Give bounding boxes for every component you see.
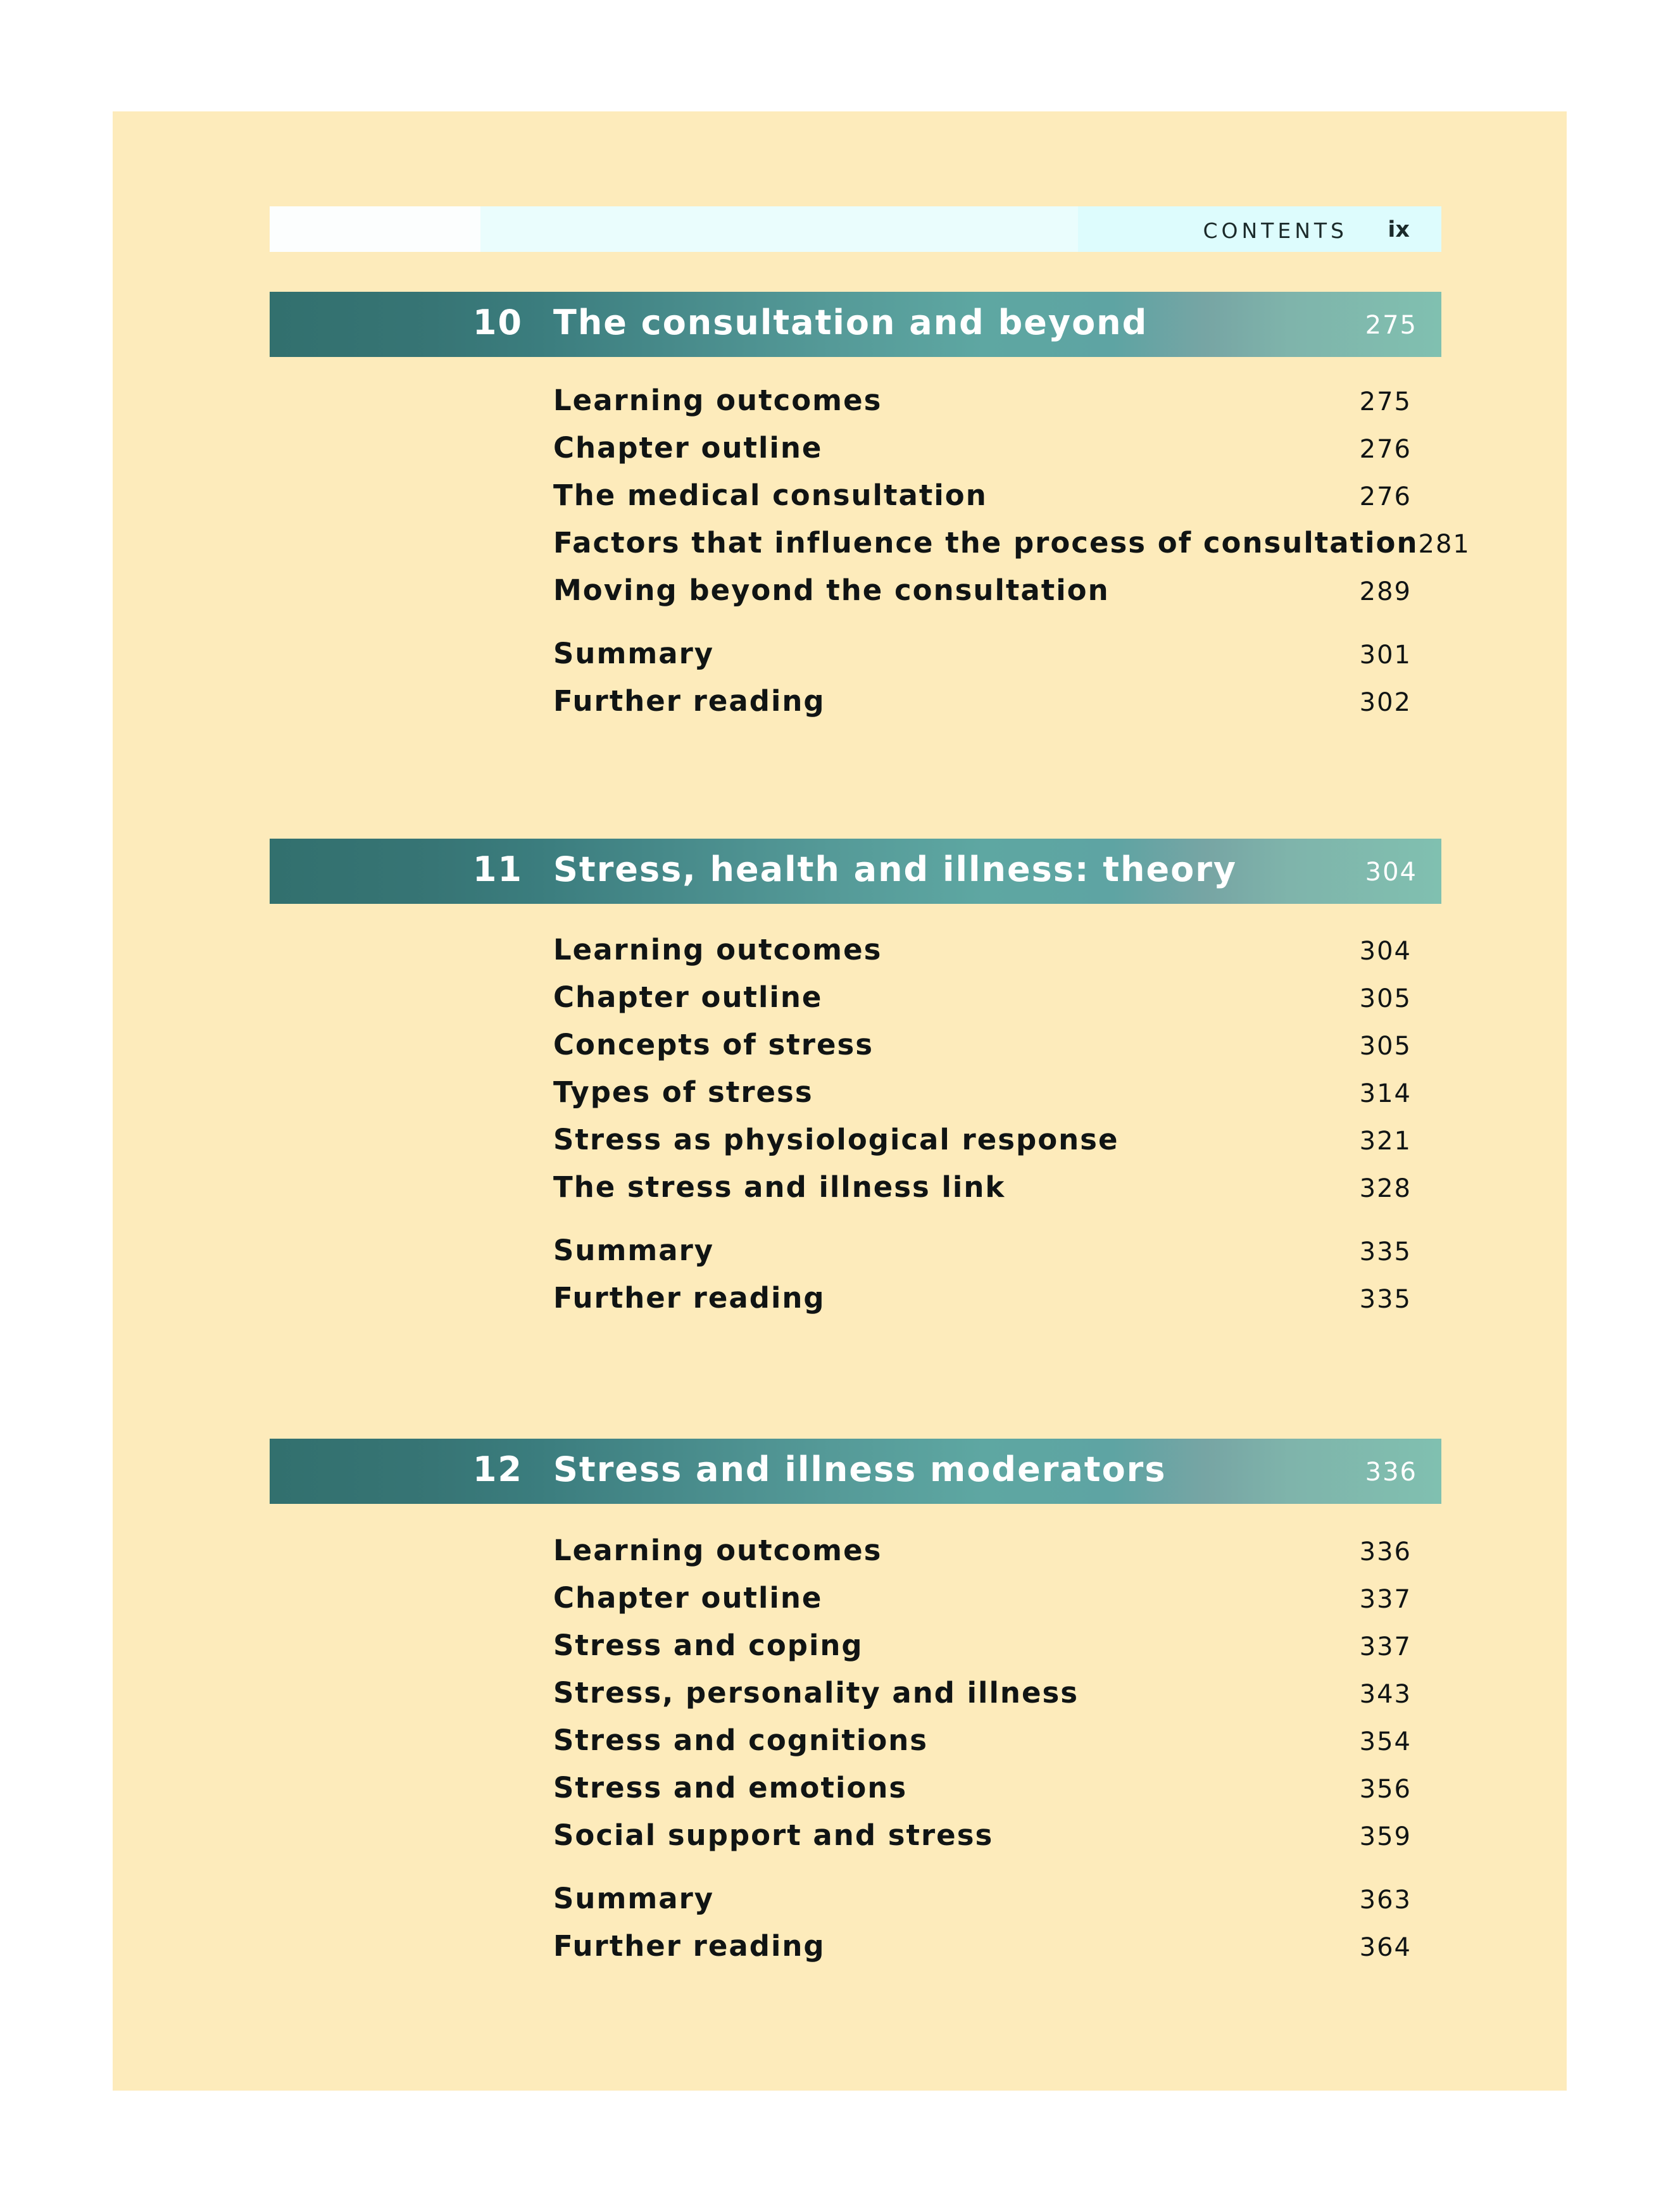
chapter-number: 12 xyxy=(472,1449,523,1489)
toc-entry[interactable] xyxy=(553,431,1412,479)
page-number: ix xyxy=(1388,217,1410,242)
toc-entry-page: 276 xyxy=(1359,435,1412,464)
toc-entry-label: Chapter outline xyxy=(553,1581,823,1615)
toc-entry[interactable] xyxy=(553,1676,1412,1723)
toc-entry[interactable] xyxy=(553,684,1412,732)
toc-entry-label: Stress as physiological response xyxy=(553,1123,1119,1156)
chapter-heading[interactable] xyxy=(270,292,1441,357)
chapter-entries xyxy=(553,933,1412,1329)
toc-entry-page: 275 xyxy=(1359,387,1412,416)
toc-entry-page: 314 xyxy=(1359,1079,1412,1108)
toc-entry-label: Stress, personality and illness xyxy=(553,1676,1079,1710)
toc-entry[interactable] xyxy=(553,1281,1412,1329)
toc-entry-label: Summary xyxy=(553,637,715,670)
toc-entry-label: Social support and stress xyxy=(553,1818,994,1852)
toc-entry[interactable] xyxy=(553,384,1412,431)
toc-entry-page: 281 xyxy=(1418,530,1470,559)
toc-entry-label: Factors that influence the process of consultation xyxy=(553,526,1419,560)
toc-entry-page: 321 xyxy=(1359,1127,1412,1156)
toc-entry[interactable] xyxy=(553,1818,1412,1866)
toc-entry-page: 328 xyxy=(1359,1174,1412,1203)
toc-entry-label: Learning outcomes xyxy=(553,933,882,967)
toc-entry[interactable] xyxy=(553,933,1412,980)
toc-entry[interactable] xyxy=(553,1234,1412,1281)
toc-entry-page: 276 xyxy=(1359,482,1412,511)
toc-entry[interactable] xyxy=(553,479,1412,526)
chapter-page: 275 xyxy=(1365,311,1417,340)
toc-entry-label: Learning outcomes xyxy=(553,1534,882,1567)
chapter-entries xyxy=(553,1534,1412,1977)
toc-entry[interactable] xyxy=(553,526,1470,573)
toc-entry-page: 304 xyxy=(1359,937,1412,966)
toc-entry-label: The medical consultation xyxy=(553,479,987,512)
toc-entry[interactable] xyxy=(553,1123,1412,1170)
toc-entry-label: Further reading xyxy=(553,1929,825,1963)
running-header xyxy=(270,206,1441,252)
toc-entry[interactable] xyxy=(553,980,1412,1028)
toc-entry-label: Summary xyxy=(553,1882,715,1915)
toc-entry-label: Stress and coping xyxy=(553,1629,863,1662)
toc-entry-label: Moving beyond the consultation xyxy=(553,573,1110,607)
toc-entry-label: Types of stress xyxy=(553,1075,813,1109)
toc-entry-label: Summary xyxy=(553,1234,715,1267)
toc-entry[interactable] xyxy=(553,1581,1412,1629)
chapter-entries xyxy=(553,384,1470,732)
toc-entry-label: Learning outcomes xyxy=(553,384,882,417)
chapter-page: 336 xyxy=(1365,1458,1417,1487)
toc-entry[interactable] xyxy=(553,1534,1412,1581)
toc-entry-page: 356 xyxy=(1359,1775,1412,1804)
chapter-number: 11 xyxy=(472,849,523,889)
toc-entry[interactable] xyxy=(553,1629,1412,1676)
chapter-title: Stress and illness moderators xyxy=(553,1449,1167,1489)
toc-entry[interactable] xyxy=(553,1771,1412,1818)
chapter-heading[interactable] xyxy=(270,839,1441,904)
toc-entry[interactable] xyxy=(553,1028,1412,1075)
chapter-title: The consultation and beyond xyxy=(553,303,1148,342)
chapter-number: 10 xyxy=(472,303,523,342)
toc-entry-page: 343 xyxy=(1359,1680,1412,1709)
toc-entry-page: 302 xyxy=(1359,688,1412,717)
toc-entry[interactable] xyxy=(553,1723,1412,1771)
toc-entry-page: 359 xyxy=(1359,1822,1412,1851)
toc-entry[interactable] xyxy=(553,1929,1412,1977)
toc-entry-page: 337 xyxy=(1359,1585,1412,1614)
running-header-label: CONTENTS xyxy=(1203,218,1348,243)
toc-entry[interactable] xyxy=(553,1170,1412,1218)
toc-entry-page: 301 xyxy=(1359,641,1412,670)
toc-entry-label: Concepts of stress xyxy=(553,1028,874,1061)
toc-entry-page: 289 xyxy=(1359,577,1412,606)
chapter-heading[interactable] xyxy=(270,1439,1441,1504)
toc-entry-label: Chapter outline xyxy=(553,980,823,1014)
toc-entry-label: Further reading xyxy=(553,684,825,718)
toc-entry[interactable] xyxy=(553,1882,1412,1929)
toc-entry-page: 363 xyxy=(1359,1886,1412,1915)
toc-entry-page: 354 xyxy=(1359,1727,1412,1756)
toc-entry-page: 305 xyxy=(1359,984,1412,1013)
toc-entry-label: Stress and emotions xyxy=(553,1771,908,1805)
toc-entry-page: 364 xyxy=(1359,1933,1412,1962)
toc-entry[interactable] xyxy=(553,573,1412,621)
toc-entry-page: 337 xyxy=(1359,1632,1412,1661)
toc-entry[interactable] xyxy=(553,637,1412,684)
toc-entry-page: 336 xyxy=(1359,1537,1412,1567)
toc-entry-page: 335 xyxy=(1359,1237,1412,1267)
toc-entry-label: Stress and cognitions xyxy=(553,1723,929,1757)
toc-entry-page: 305 xyxy=(1359,1032,1412,1061)
toc-entry-label: The stress and illness link xyxy=(553,1170,1006,1204)
toc-entry-label: Chapter outline xyxy=(553,431,823,465)
toc-entry-label: Further reading xyxy=(553,1281,825,1315)
toc-entry-page: 335 xyxy=(1359,1285,1412,1314)
chapter-title: Stress, health and illness: theory xyxy=(553,849,1238,889)
chapter-page: 304 xyxy=(1365,858,1417,887)
toc-entry[interactable] xyxy=(553,1075,1412,1123)
